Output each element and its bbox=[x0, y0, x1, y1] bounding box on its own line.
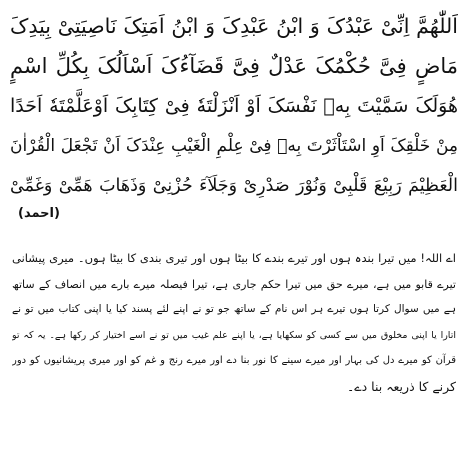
translation-line: تیرے قابو میں ہے، میرے حق میں تیرا حکم جاری ہے، تیرا فیصلہ میرے بارے میں انصاف کے ساتھ bbox=[12, 277, 456, 291]
translation-line: اتارا یا اپنی مخلوق میں سے کسی کو سکھایا ہے، یا اپنے علم غیب میں تو نے اسے اختیار کر رکھا ہے۔ یہ کہ تو bbox=[12, 329, 456, 341]
translation-line: ہے میں سوال کرتا ہوں تیرے ہر اس نام کے ساتھ جو تو نے اپنے لئے پسند کیا یا اپنی کتاب میں تو نے bbox=[12, 303, 456, 315]
arabic-dua-text bbox=[10, 6, 458, 206]
translation-line: اے اللہ! میں تیرا بندہ ہوں اور تیرے بندے کا بیٹا ہوں اور تیری بندی کا بیٹا ہوں۔ میری پیشانی bbox=[12, 251, 456, 265]
hadith-reference: (احمد) bbox=[18, 206, 60, 221]
arabic-line: مِنْ خَلْقِکَ اَوِ اسْتَاْثَرْتَ بِهٖ فِیْ عِلْمِ الْغَیْبِ عِنْدَکَ اَنْ تَجْعَلَ الْقُرْاٰنَ bbox=[10, 136, 458, 156]
arabic-line: اَللّٰهُمَّ اِنِّیْ عَبْدُکَ وَ ابْنُ عَبْدِکَ وَ ابْنُ اَمَتِکَ نَاصِیَتِیْ بِیَدِکَ bbox=[10, 14, 458, 38]
section-spacer bbox=[10, 224, 458, 246]
arabic-line: مَاضٍ فِیَّ حُکْمُکَ عَدْلٌ فِیَّ قَضَآءُکَ اَسْاَلُکَ بِکُلِّ اسْمٍ bbox=[10, 54, 458, 78]
urdu-translation bbox=[10, 246, 458, 399]
translation-line: کرنے کا ذریعہ بنا دے۔ bbox=[346, 378, 456, 394]
translation-line: قرآن کو میرے دل کی بہار اور میرے سینے کا نور بنا دے اور میرے رنج و غم کو اور میری پریشانیوں کو دور bbox=[12, 355, 456, 366]
arabic-line: الْعَظِیْمَ رَبِیْعَ قَلْبِیْ وَنُوْرَ صَدْرِیْ وَجَلَآءَ حُزْنِیْ وَذَهَابَ هَمِّیْ وَغَمِّیْ bbox=[10, 176, 458, 196]
arabic-line: هُوَلَکَ سَمَّیْتَ بِهٖ نَفْسَکَ اَوْ اَنْزَلْتَهٗ فِیْ کِتَابِکَ اَوْعَلَّمْتَهٗ اَحَدًا bbox=[10, 95, 458, 117]
